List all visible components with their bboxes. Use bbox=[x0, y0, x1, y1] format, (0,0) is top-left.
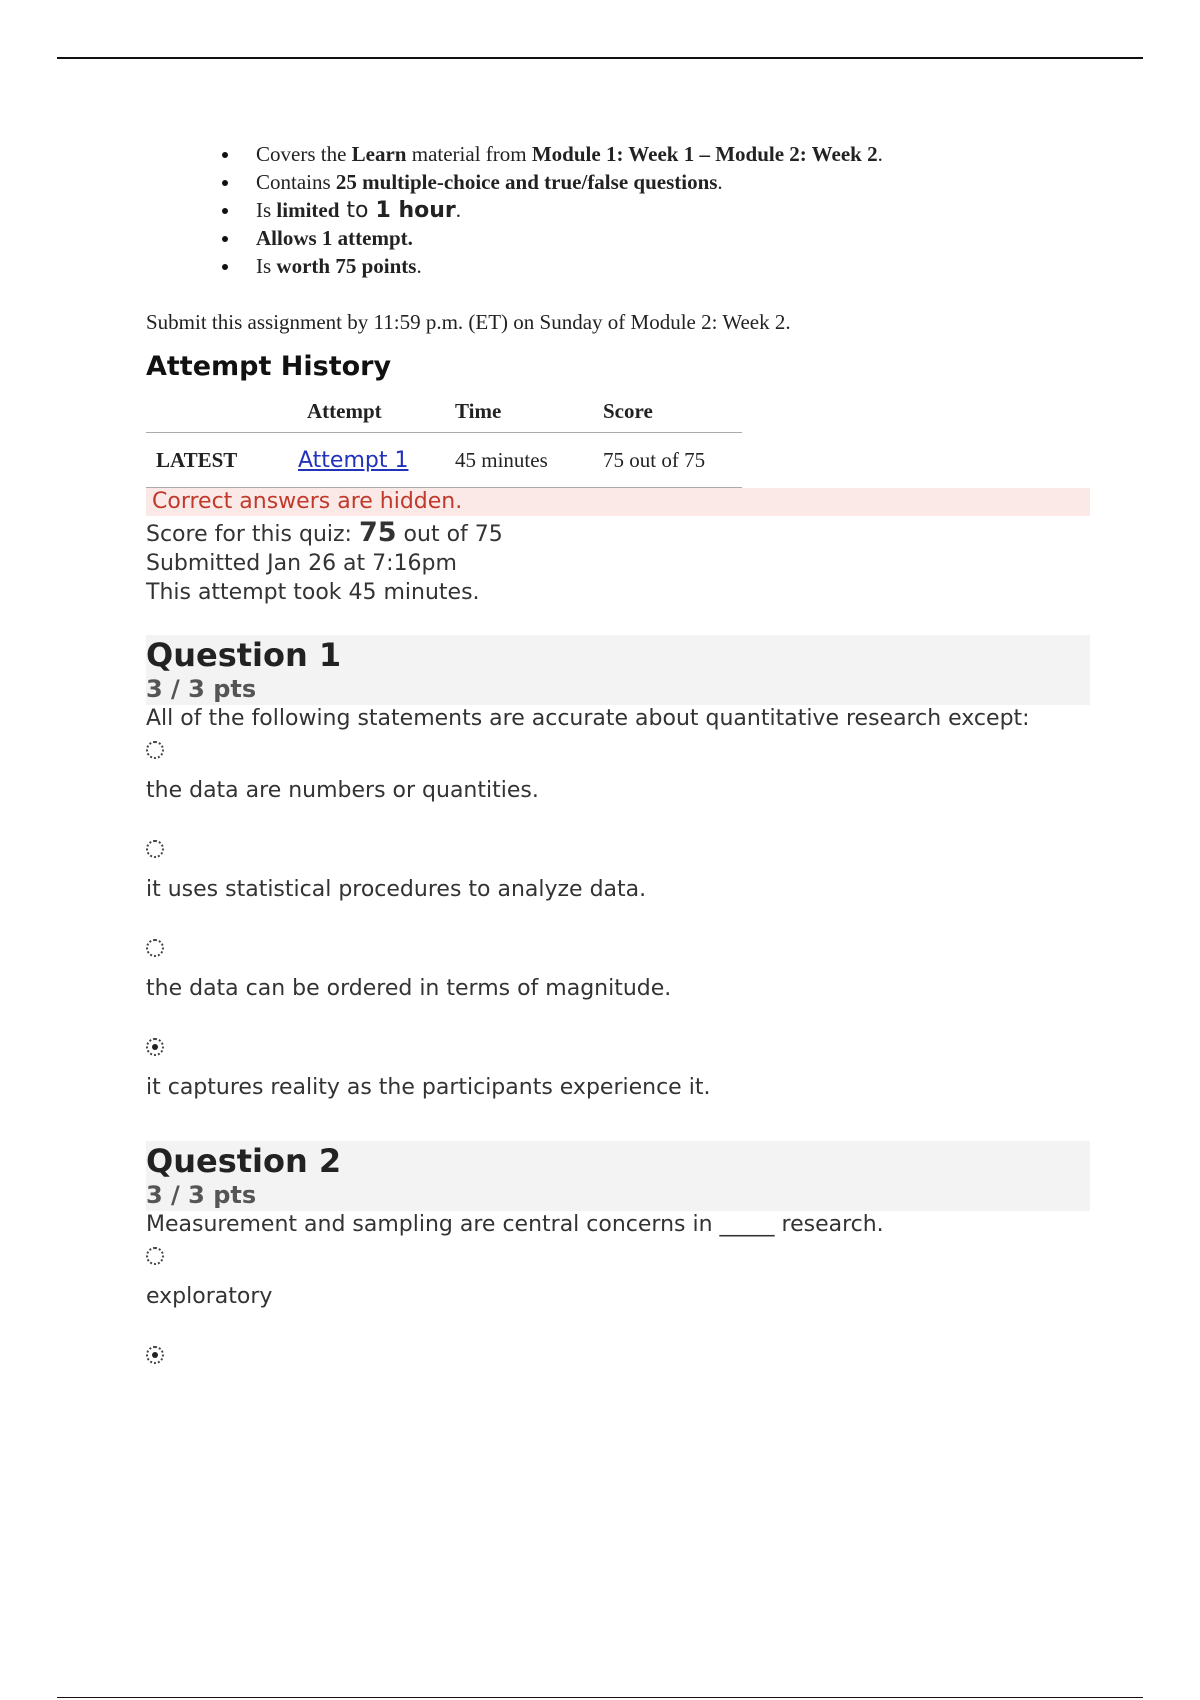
attempt-history-table bbox=[146, 390, 742, 488]
quiz-score: Score for this quiz: 75 out of 75 bbox=[146, 517, 503, 548]
answer-option bbox=[146, 832, 1090, 931]
attempt-history-heading: Attempt History bbox=[146, 351, 392, 382]
answers-hidden-notice: Correct answers are hidden. bbox=[146, 488, 1090, 516]
radio-icon[interactable] bbox=[146, 939, 164, 957]
answer-text: the data are numbers or quantities. bbox=[146, 778, 539, 803]
submit-deadline: Submit this assignment by 11:59 p.m. (ET) on Sunday of Module 2: Week 2. bbox=[146, 310, 791, 334]
answer-text: exploratory bbox=[146, 1284, 273, 1309]
radio-icon[interactable] bbox=[146, 741, 164, 759]
list-item: Allows 1 attempt. bbox=[256, 224, 1090, 252]
submitted-time: Submitted Jan 26 at 7:16pm bbox=[146, 551, 457, 576]
bottom-rule bbox=[57, 1697, 1143, 1698]
radio-selected-icon[interactable] bbox=[146, 1346, 164, 1364]
quiz-details-list bbox=[146, 140, 1090, 280]
attempt-time: 45 minutes bbox=[454, 433, 602, 488]
answer-text: the data can be ordered in terms of magnitude. bbox=[146, 976, 672, 1001]
column-header-attempt: Attempt bbox=[297, 390, 454, 433]
table-header-row bbox=[146, 390, 742, 433]
attempt-score: 75 out of 75 bbox=[602, 433, 742, 488]
answer-option bbox=[146, 931, 1090, 1030]
list-item: Contains 25 multiple-choice and true/false questions. bbox=[256, 168, 1090, 196]
answer-text: it captures reality as the participants experience it. bbox=[146, 1075, 711, 1100]
top-rule bbox=[57, 57, 1143, 59]
answer-option bbox=[146, 1338, 1090, 1437]
attempt-duration: This attempt took 45 minutes. bbox=[146, 580, 480, 605]
list-item: Covers the Learn material from Module 1: Week 1 – Module 2: Week 2. bbox=[256, 140, 1090, 168]
answer-option bbox=[146, 1030, 1090, 1129]
radio-selected-icon[interactable] bbox=[146, 1038, 164, 1056]
question-points: 3 / 3 pts bbox=[146, 1181, 257, 1209]
question-title: Question 2 bbox=[146, 1142, 342, 1180]
answer-option bbox=[146, 733, 1090, 832]
answer-text: it uses statistical procedures to analyze data. bbox=[146, 877, 647, 902]
question-title: Question 1 bbox=[146, 636, 342, 674]
list-item: Is limited to 1 hour. bbox=[256, 196, 1090, 224]
column-header-time: Time bbox=[454, 390, 602, 433]
question-1-header bbox=[146, 635, 1090, 705]
answer-option bbox=[146, 1239, 1090, 1338]
latest-label: LATEST bbox=[146, 433, 297, 488]
attempt-1-link[interactable]: Attempt 1 bbox=[298, 447, 409, 473]
table-row bbox=[146, 433, 742, 488]
quiz-content bbox=[146, 140, 1090, 1437]
question-text: Measurement and sampling are central concerns in _____ research. bbox=[146, 1212, 884, 1237]
radio-icon[interactable] bbox=[146, 840, 164, 858]
question-2-header bbox=[146, 1141, 1090, 1211]
question-text: All of the following statements are accurate about quantitative research except: bbox=[146, 706, 1030, 731]
radio-icon[interactable] bbox=[146, 1247, 164, 1265]
list-item: Is worth 75 points. bbox=[256, 252, 1090, 280]
quiz-summary bbox=[146, 518, 1090, 607]
question-points: 3 / 3 pts bbox=[146, 675, 257, 703]
column-header-score: Score bbox=[602, 390, 742, 433]
